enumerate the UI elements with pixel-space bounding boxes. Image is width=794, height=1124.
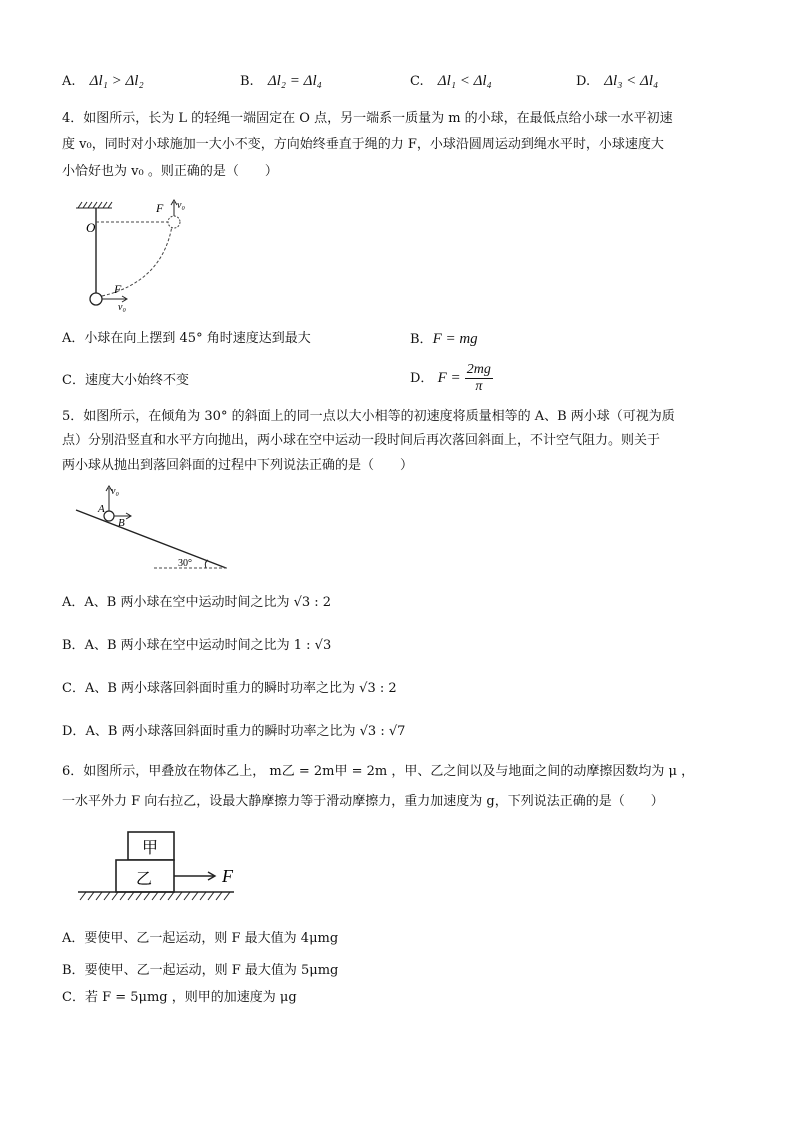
q3-option-b[interactable] (240, 74, 322, 89)
label-jia: 甲 (142, 838, 159, 857)
q5-option-a[interactable] (62, 596, 331, 609)
label-o: O (86, 220, 96, 235)
label-force: F (222, 866, 233, 886)
q6-blocks-figure (72, 826, 252, 912)
option-letter: B． (62, 638, 85, 653)
option-letter: A. (62, 74, 76, 89)
q4-pendulum-figure (66, 196, 198, 314)
option-prefix: F = (437, 370, 461, 386)
q3-option-d[interactable] (576, 74, 658, 89)
incline-surface (76, 510, 226, 568)
option-letter: C. (410, 74, 424, 89)
option-text: 速度大小始终不变 (84, 373, 189, 388)
fraction-numerator: 2mg (466, 362, 491, 377)
q6-stem-line-2: 一水平外力 F 向右拉乙，设最大静摩擦力等于滑动摩擦力，重力加速度为 g，下列说法正确的是（ ） (62, 794, 664, 809)
option-letter: A． (62, 331, 85, 346)
option-letter: A． (62, 595, 85, 610)
option-text: F = mg (432, 331, 478, 347)
q4-option-a[interactable] (62, 332, 311, 345)
option-text: A、B 两小球在空中运动时间之比为 √3 : 2 (84, 595, 332, 610)
option-letter: B． (410, 332, 433, 347)
option-letter: D． (62, 724, 86, 739)
option-expr: Δl₁ < Δl₄ (437, 73, 492, 89)
option-letter: C． (62, 990, 85, 1005)
option-text: 若 F = 5μmg ，则甲的加速度为 μg (84, 990, 297, 1005)
label-v0: v₀ (111, 486, 119, 497)
q4-stem-line-2: 度 v₀，同时对小球施加一大小不变，方向始终垂直于绳的力 F，小球沿圆周运动到绳水平时，小球速度大 (62, 137, 664, 152)
q6-option-c[interactable] (62, 991, 297, 1004)
ball-bottom (90, 293, 102, 305)
q6-option-b[interactable] (62, 964, 338, 977)
label-f-top: F (156, 201, 164, 215)
q5-option-b[interactable] (62, 639, 331, 652)
label-a: A (98, 503, 105, 515)
label-v0-top: v₀ (177, 200, 185, 211)
fraction-denominator: π (475, 379, 483, 394)
option-text: 要使甲、乙一起运动，则 F 最大值为 5μmg (84, 963, 339, 978)
q5-stem-line-1: 5．如图所示，在倾角为 30° 的斜面上的同一点以大小相等的初速度将质量相等的 A、B 两小球（可视为质 (62, 409, 675, 424)
option-letter: B． (62, 963, 85, 978)
option-text: 小球在向上摆到 45° 角时速度达到最大 (84, 331, 311, 346)
arc-path (102, 226, 172, 296)
option-expr: Δl₁ > Δl₂ (89, 73, 144, 89)
option-text: A、B 两小球在空中运动时间之比为 1 : √3 (84, 638, 332, 653)
q5-option-d[interactable] (62, 725, 405, 738)
q5-stem-line-2: 点）分别沿竖直和水平方向抛出，两小球在空中运动一段时间后再次落回斜面上，不计空气阻力。则关于 (62, 433, 661, 448)
label-b: B (118, 517, 125, 529)
ground-hatch (80, 892, 230, 900)
fraction (465, 362, 493, 395)
option-text: A、B 两小球落回斜面时重力的瞬时功率之比为 √3 : 2 (84, 681, 397, 696)
ceiling-hatch (76, 202, 112, 208)
option-expr: Δl₃ < Δl₄ (604, 73, 659, 89)
q3-option-c[interactable] (410, 74, 492, 89)
q6-option-a[interactable] (62, 932, 338, 945)
option-letter: C． (62, 681, 85, 696)
ball-top (168, 216, 180, 228)
q4-option-b[interactable] (410, 332, 478, 347)
label-yi: 乙 (136, 869, 153, 888)
q5-stem-line-3: 两小球从抛出到落回斜面的过程中下列说法正确的是（ ） (62, 458, 414, 473)
option-text: 要使甲、乙一起运动，则 F 最大值为 4μmg (84, 931, 339, 946)
q6-stem-line-1: 6．如图所示，甲叠放在物体乙上， m乙 = 2m甲 = 2m ，甲、乙之间以及与地面之间的动摩擦因数均为 μ ， (62, 764, 695, 779)
option-letter: B. (240, 74, 254, 89)
label-angle: 30° (178, 558, 192, 569)
option-expr: Δl₂ = Δl₄ (267, 73, 322, 89)
q5-incline-figure (70, 482, 240, 574)
q5-option-c[interactable] (62, 682, 397, 695)
q4-stem-line-1: 4．如图所示，长为 L 的轻绳一端固定在 O 点，另一端系一质量为 m 的小球，在最低点给小球一水平初速 (62, 111, 673, 126)
q4-option-c[interactable] (62, 374, 189, 387)
option-letter: D. (576, 74, 591, 89)
option-letter: C． (62, 373, 85, 388)
balls (104, 511, 114, 521)
option-letter: A． (62, 931, 85, 946)
q3-option-a[interactable] (62, 74, 144, 89)
label-v0-bottom: v₀ (118, 302, 126, 313)
option-letter: D． (410, 371, 434, 386)
label-f-bottom: F (114, 282, 122, 296)
q4-stem-line-3: 小恰好也为 v₀ 。则正确的是（ ） (62, 164, 278, 179)
option-text: A、B 两小球落回斜面时重力的瞬时功率之比为 √3 : √7 (85, 724, 406, 739)
q4-option-d[interactable] (410, 362, 493, 395)
